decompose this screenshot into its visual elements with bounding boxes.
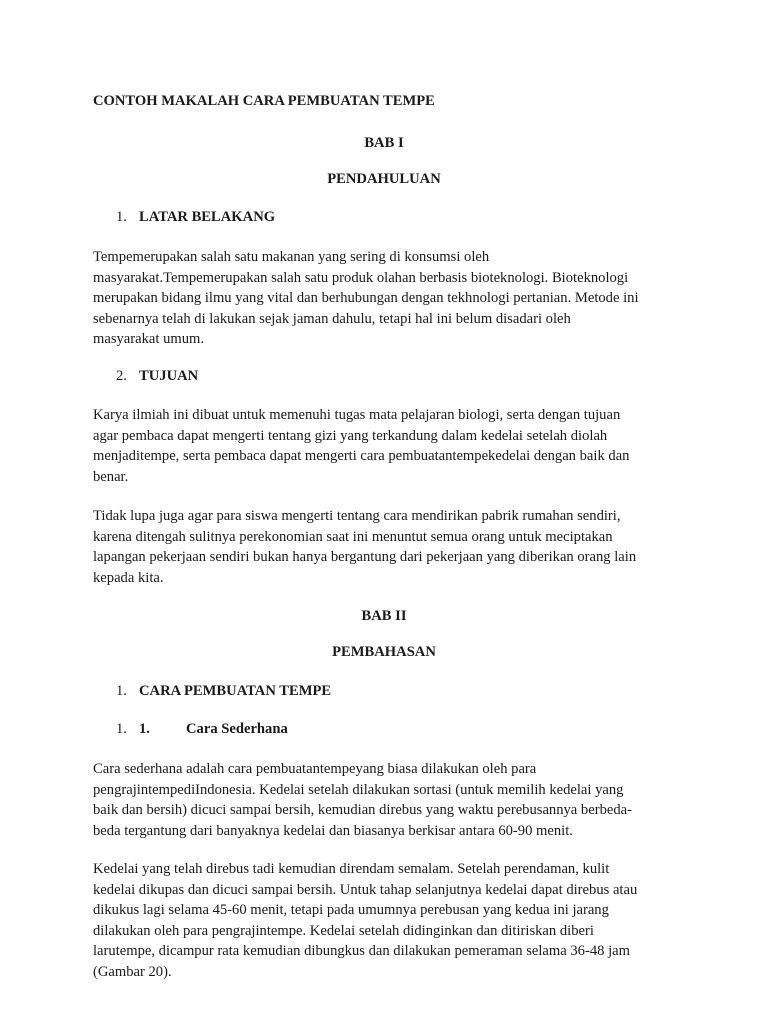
- paragraph-line: sebenarnya telah di lakukan sejak jaman dahulu, tetapi hal ini belum disadari oleh: [93, 310, 571, 327]
- paragraph-line: Karya ilmiah ini dibuat untuk memenuhi tugas mata pelajaran biologi, serta dengan tujuan: [93, 407, 621, 423]
- tujuan-paragraph-1: [93, 405, 675, 487]
- section-title: CARA PEMBUATAN TEMPE: [139, 683, 332, 699]
- paragraph-line: masyarakat umum.: [93, 331, 205, 347]
- paragraph-line: merupakan bidang ilmu yang vital dan berhubungan dengan tekhnologi pertanian. Metode ini: [93, 290, 639, 306]
- section-number: 2.: [116, 368, 127, 384]
- cara-sederhana-paragraph-1: [93, 759, 675, 841]
- paragraph-line: baik dan bersih) dicuci sampai bersih, kemudian direbus yang waktu perebusannya berbeda-: [93, 802, 632, 818]
- section-cara-pembuatan-heading: [116, 683, 331, 700]
- document-title: CONTOH MAKALAH CARA PEMBUATAN TEMPE: [93, 93, 435, 109]
- section-number: 1.: [116, 209, 127, 225]
- paragraph-line: karena ditengah sulitnya perekonomian saat ini menuntut semua orang untuk meciptakan: [93, 528, 613, 545]
- paragraph-line: Cara sederhana adalah cara pembuatantempeyang biasa dilakukan oleh para: [93, 761, 537, 777]
- paragraph-line: agar pembaca dapat mengerti tentang gizi yang terkandung dalam kedelai setelah diolah: [93, 427, 608, 444]
- subsection-title: Cara Sederhana: [186, 721, 288, 737]
- tujuan-paragraph-2: [93, 506, 675, 588]
- paragraph-line: Kedelai yang telah direbus tadi kemudian direndam semalam. Setelah perendaman, kulit: [93, 861, 610, 877]
- section-latar-belakang-heading: [116, 209, 275, 226]
- section-number: 1.: [116, 721, 127, 737]
- section-number: 1.: [116, 683, 127, 699]
- bab2-label: BAB II: [361, 608, 407, 624]
- bab1-label: BAB I: [364, 135, 404, 151]
- subsection-cara-sederhana-heading: [116, 721, 288, 738]
- section-title: LATAR BELAKANG: [139, 209, 276, 225]
- paragraph-line: lapangan pekerjaan sendiri bukan hanya bergantung dari pekerjaan yang diberikan orang lain: [93, 549, 637, 565]
- bab2-heading: PEMBAHASAN: [332, 644, 436, 660]
- paragraph-line: kedelai dikupas dan dicuci sampai bersih. Untuk tahap selanjutnya kedelai dapat direbus atau: [93, 881, 638, 898]
- cara-sederhana-paragraph-2: [93, 859, 675, 982]
- paragraph-line: (Gambar 20).: [93, 963, 172, 980]
- paragraph-line: Tempemerupakan salah satu makanan yang sering di konsumsi oleh: [93, 249, 490, 265]
- subsection-number: 1.: [139, 721, 150, 737]
- section-tujuan-heading: [116, 368, 198, 385]
- paragraph-line: dikukus lagi selama 45-60 menit, tetapi pada umumnya perebusan yang kedua ini jarang: [93, 902, 609, 918]
- paragraph-line: benar.: [93, 468, 129, 485]
- section-title: TUJUAN: [139, 368, 199, 384]
- paragraph-line: kepada kita.: [93, 569, 164, 586]
- paragraph-line: menjaditempe, serta pembaca dapat mengerti cara pembuatantempekedelai dengan baik dan: [93, 448, 630, 464]
- latar-belakang-paragraph: [93, 247, 675, 350]
- paragraph-line: beda tergantung dari banyaknya kedelai dan biasanya berkisar antara 60-90 menit.: [93, 822, 573, 839]
- paragraph-line: masyarakat.Tempemerupakan salah satu produk olahan berbasis bioteknologi. Bioteknologi: [93, 269, 629, 286]
- paragraph-line: dilakukan oleh para pengrajintempe. Kedelai setelah didinginkan dan ditiriskan diberi: [93, 922, 594, 939]
- paragraph-line: Tidak lupa juga agar para siswa mengerti tentang cara mendirikan pabrik rumahan sendiri,: [93, 508, 621, 524]
- paragraph-line: pengrajintempediIndonesia. Kedelai setelah dilakukan sortasi (untuk memilih kedelai yang: [93, 781, 624, 798]
- bab1-heading: PENDAHULUAN: [327, 171, 441, 187]
- paragraph-line: larutempe, dicampur rata kemudian dibungkus dan dilakukan pemeraman selama 36-48 jam: [93, 943, 630, 959]
